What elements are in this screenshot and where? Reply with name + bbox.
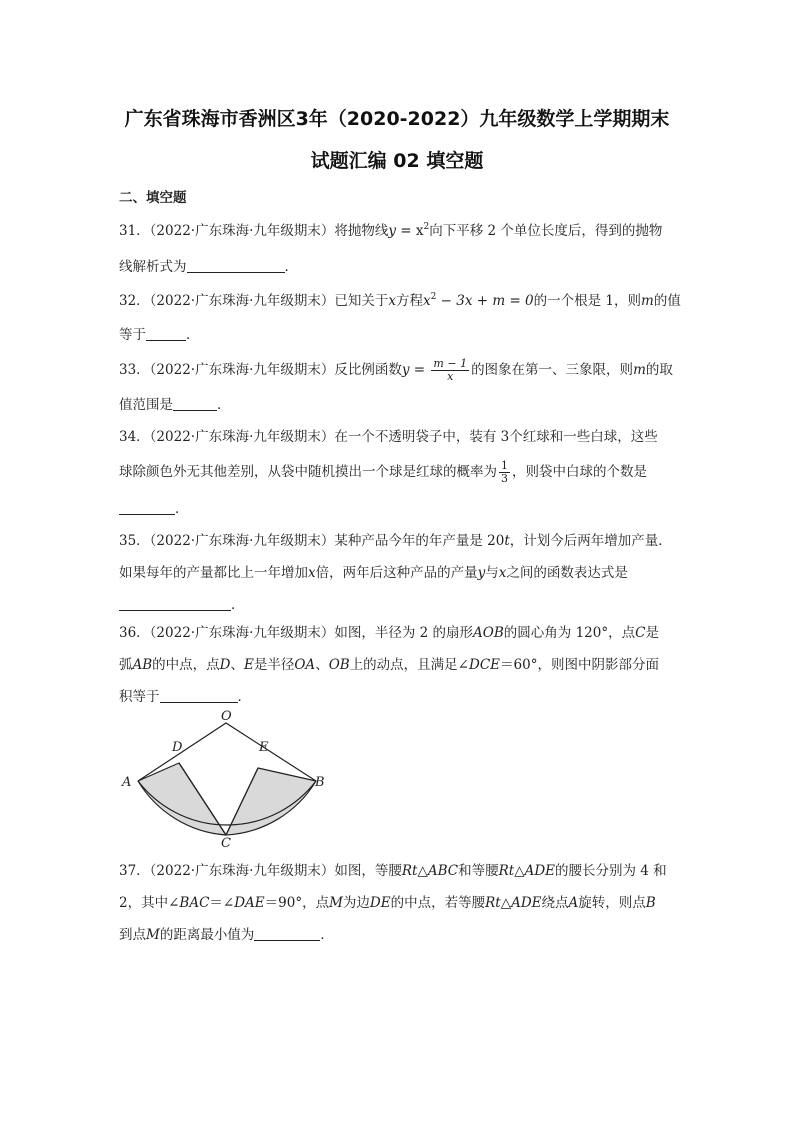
q37-line2: 2，其中∠BAC＝∠DAE＝90°，点M为边DE的中点，若等腰Rt△ADE绕点A旋转，则点B (119, 895, 656, 911)
q31-line1: 31．（2022·广东珠海·九年级期末）将抛物线$y = x^2$向下平移 2 个单位长度后，得到的抛物 (119, 222, 663, 239)
label-O: O (221, 709, 232, 724)
answer-blank (119, 500, 175, 515)
section-heading: 二、填空题 (119, 190, 187, 206)
q35-line2: 如果每年的产量都比上一年增加x倍，两年后这种产品的产量y与x之间的函数表达式是 (119, 565, 628, 581)
q33-line1: 33．（2022·广东珠海·九年级期末）反比例函数y = $\frac{m - 1}{x}$ 的图象在第一、三象限，则m的取 (119, 357, 673, 383)
q37-line3: 到点M的距离最小值为 ． (119, 927, 334, 943)
answer-blank (254, 926, 320, 941)
label-B: B (315, 775, 325, 790)
q35-line3: ． (119, 596, 245, 614)
q36-line3: 积等于 ． (119, 689, 251, 705)
q31-line2: 线解析式为 ． (119, 259, 298, 275)
answer-blank (187, 258, 285, 273)
answer-blank (146, 326, 186, 341)
q32-line2: 等于 ． (119, 327, 200, 343)
q36-line2: 弧AB的中点，点D、E是半径OA、OB上的动点，且满足∠DCE＝60°，则图中阴影部分面 (119, 657, 659, 673)
answer-blank (160, 688, 238, 703)
label-C: C (221, 836, 231, 851)
fraction: $\frac{m - 1}{x}$ (433, 357, 468, 383)
fraction: $\frac{1}{3}$ (501, 459, 508, 485)
answer-blank (119, 596, 231, 611)
answer-blank (173, 396, 217, 411)
q34-line3: ． (119, 500, 189, 518)
label-A: A (122, 775, 132, 790)
q37-line1: 37．（2022·广东珠海·九年级期末）如图，等腰Rt△ABC和等腰Rt△ADE的腰长分别为 4 和 (119, 863, 667, 879)
q36-line1: 36．（2022·广东珠海·九年级期末）如图，半径为 2 的扇形AOB的圆心角为 120°，点C是 (119, 625, 659, 641)
q34-line2: 球除颜色外无其他差别，从袋中随机摸出一个球是红球的概率为 $\frac{1}{3}$ ，则袋中白球的个数是 (119, 459, 647, 485)
doc-title-line2: 试题汇编 02 填空题 (310, 150, 484, 172)
doc-title-line1: 广东省珠海市香洲区3年（2020-2022）九年级数学上学期期末 (124, 108, 670, 130)
q33-line2: 值范围是 ． (119, 397, 231, 413)
label-E: E (259, 740, 269, 755)
shaded-region-right (226, 768, 316, 835)
q32-line1: 32．（2022·广东珠海·九年级期末）已知关于x方程$x^2 - 3x + m = 0$的一个根是 1，则m的值 (119, 292, 681, 309)
label-D: D (172, 740, 183, 755)
q34-line1: 34．（2022·广东珠海·九年级期末）在一个不透明袋子中，装有 3个红球和一些白球，这些 (119, 429, 658, 445)
q35-line1: 35．（2022·广东珠海·九年级期末）某种产品今年的年产量是 20t，计划今后两年增加产量． (119, 533, 672, 549)
sector-figure (118, 707, 338, 853)
